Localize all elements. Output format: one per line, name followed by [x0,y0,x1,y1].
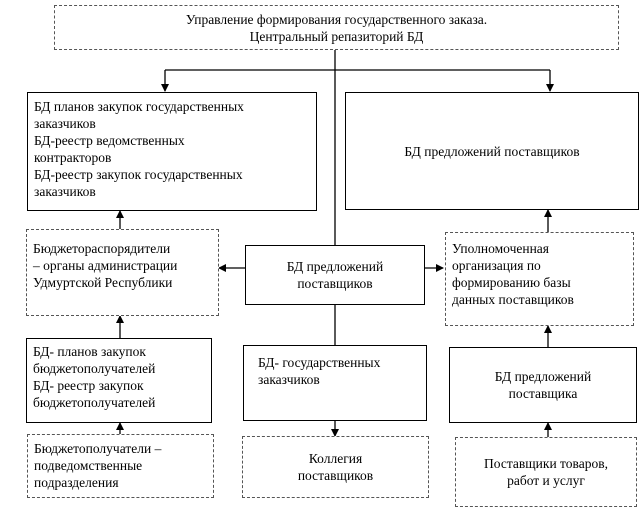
node-budget-admins [26,229,219,316]
node-authorized-org-line-1: Уполномоченная [452,241,549,256]
node-top-line-2: Центральный репазиторий БД [249,28,424,44]
node-db-plans [27,92,317,211]
node-db-budget-recipients-line-4: бюджетополучателей [33,395,156,410]
node-top [54,5,619,50]
node-suppliers-board-line-1: Коллегия [308,451,363,466]
node-db-budget-recipients-line-2: бюджетополучателей [33,361,156,376]
node-budget-recipients-line-3: подразделения [34,475,119,490]
node-db-suppliers-top [345,92,639,210]
node-suppliers-goods-line-1: Поставщики товаров, [484,456,608,471]
node-budget-admins-line-1: Бюджетораспорядители [33,241,171,256]
node-db-state-customers [243,345,427,421]
node-authorized-org [445,232,634,326]
node-db-plans-line-5: БД-реестр закупок государственных [34,167,243,182]
node-authorized-org-line-4: данных поставщиков [452,292,574,307]
node-budget-admins-line-3: Удмуртской Республики [33,275,173,290]
node-budget-recipients [27,434,214,498]
node-top-line-1: Управление формирования государственного заказа. [185,11,488,27]
node-db-supplier-offer [449,347,637,423]
node-db-suppliers-center-line-1: БД предложений [286,259,384,274]
node-suppliers-board [242,436,429,498]
node-db-state-customers-line-1: БД- государственных [258,355,381,370]
node-db-plans-line-3: БД-реестр ведомственных [34,133,185,148]
node-db-budget-recipients [26,338,212,423]
node-db-suppliers-top-line-1: БД предложений поставщиков [404,143,580,159]
node-db-suppliers-center [245,245,425,305]
node-budget-admins-line-2: – органы администрации [33,258,178,273]
node-budget-recipients-line-1: Бюджетополучатели – [34,441,162,456]
node-suppliers-goods-line-2: работ и услуг [507,473,585,488]
node-budget-recipients-line-2: подведомственные [34,458,143,473]
node-suppliers-board-line-2: поставщиков [297,468,374,483]
node-db-plans-line-6: заказчиков [34,184,96,199]
node-suppliers-goods [455,437,637,507]
node-db-state-customers-line-2: заказчиков [258,372,320,387]
node-db-budget-recipients-line-1: БД- планов закупок [33,344,146,359]
node-db-supplier-offer-line-1: БД предложений [494,369,592,384]
node-authorized-org-line-3: формированию базы [452,275,571,290]
node-db-budget-recipients-line-3: БД- реестр закупок [33,378,144,393]
node-db-supplier-offer-line-2: поставщика [508,386,578,401]
node-db-plans-line-4: контракторов [34,150,112,165]
node-authorized-org-line-2: организация по [452,258,541,273]
node-db-plans-line-2: заказчиков [34,116,96,131]
node-db-plans-line-1: БД планов закупок государственных [34,99,244,114]
node-db-suppliers-center-line-2: поставщиков [297,276,373,291]
